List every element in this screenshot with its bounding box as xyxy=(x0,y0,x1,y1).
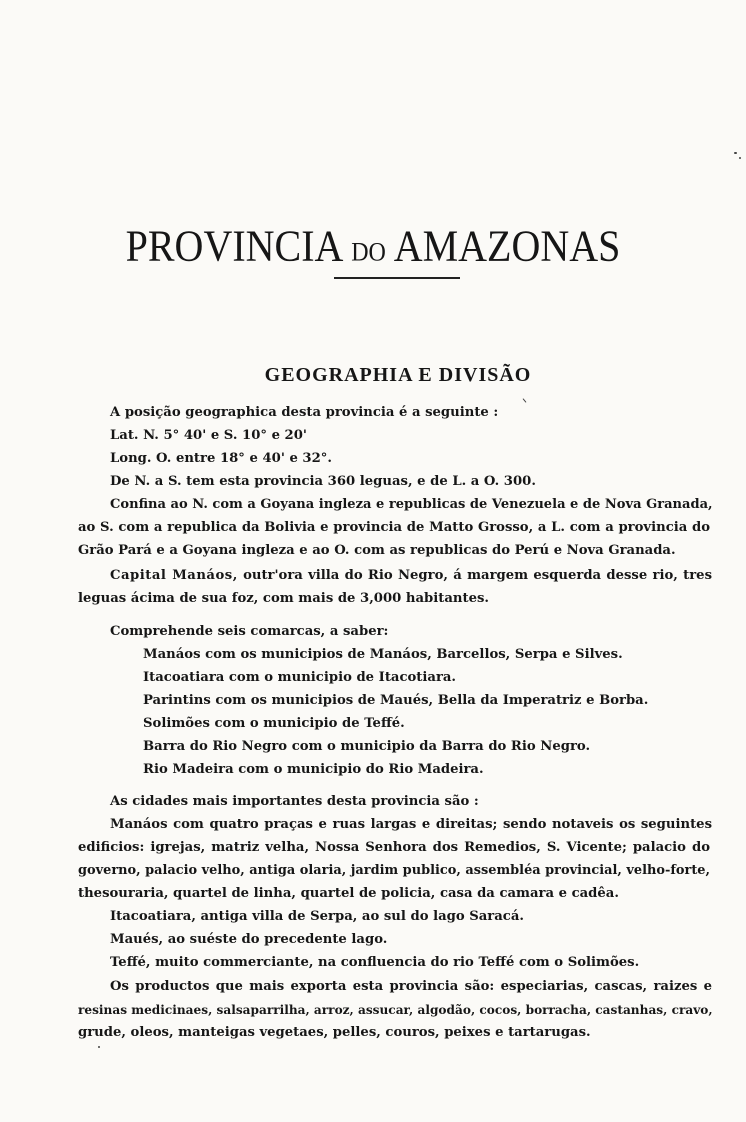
manaos-line-4: thesouraria, quartel de linha, quartel de policia, casa da camara e cadêa. xyxy=(78,886,619,901)
longitude-line: Long. O. entre 18° e 40' e 32°. xyxy=(110,451,332,466)
borders-line-2: ao S. com a republica da Bolivia e provincia de Matto Grosso, a L. com a provincia do xyxy=(78,520,710,535)
scan-speck xyxy=(739,157,741,159)
page-title xyxy=(0,219,746,272)
teffe-line: Teffé, muito commerciante, na confluencia do rio Teffé com o Solimões. xyxy=(110,955,640,970)
comarca-item: Barra do Rio Negro com o municipio da Barra do Rio Negro. xyxy=(143,739,591,754)
title-word-amazonas: AMAZONAS xyxy=(393,220,621,271)
section-heading: GEOGRAPHIA E DIVISÃO xyxy=(264,364,532,386)
borders-line-3: Grão Pará e a Goyana ingleza e ao O. com as republicas do Perú e Nova Granada. xyxy=(78,543,676,558)
title-word-provincia: PROVINCIA xyxy=(125,220,342,271)
latitude-line: Lat. N. 5° 40' e S. 10° e 20' xyxy=(110,428,307,443)
capital-description: outr'ora villa do Rio Negro, á margem esquerda desse rio, tres xyxy=(243,568,712,583)
intro-line: A posição geographica desta provincia é a seguinte : xyxy=(110,405,499,420)
comarca-item: Solimões com o municipio de Teffé. xyxy=(143,716,405,731)
capital-line-1 xyxy=(110,565,712,587)
maues-line: Maués, ao suéste do precedente lago. xyxy=(110,932,388,947)
title-word-do: DO xyxy=(351,238,386,268)
borders-line-1: Confina ao N. com a Goyana ingleza e republicas de Venezuela e de Nova Granada, xyxy=(110,497,713,512)
comarca-item: Rio Madeira com o municipio do Rio Madeira. xyxy=(143,762,484,777)
itacoatiara-line: Itacoatiara, antiga villa de Serpa, ao sul do lago Saracá. xyxy=(110,909,524,924)
manaos-line-3: governo, palacio velho, antiga olaria, jardim publico, assembléa provincial, velho-forte, xyxy=(78,863,710,878)
manaos-line-2: edificios: igrejas, matriz velha, Nossa Senhora dos Remedios, S. Vicente; palacio do xyxy=(78,840,710,855)
manaos-line-1: Manáos com quatro praças e ruas largas e direitas; sendo notaveis os seguintes xyxy=(110,817,712,832)
cidades-intro: As cidades mais importantes desta provincia são : xyxy=(110,794,479,809)
scan-speck xyxy=(523,398,527,402)
comarca-item: Itacoatiara com o municipio de Itacotiara. xyxy=(143,670,457,685)
scan-speck xyxy=(98,1046,100,1048)
capital-line-2: leguas ácima de sua foz, com mais de 3,000 habitantes. xyxy=(78,591,490,606)
comarca-item: Manáos com os municipios de Manáos, Barcellos, Serpa e Silves. xyxy=(143,647,623,662)
comarcas-intro: Comprehende seis comarcas, a saber: xyxy=(110,624,389,639)
scan-speck xyxy=(734,152,737,154)
productos-line-1: Os productos que mais exporta esta provincia são: especiarias, cascas, raizes e xyxy=(110,979,712,994)
title-underline xyxy=(334,277,460,279)
extent-line: De N. a S. tem esta provincia 360 leguas, e de L. a O. 300. xyxy=(110,474,536,489)
capital-label: Capital Manáos, xyxy=(110,568,238,583)
productos-line-2: resinas medicinaes, salsaparrilha, arroz, assucar, algodão, cocos, borracha, castanhas, cravo, xyxy=(78,1003,713,1017)
productos-line-3: grude, oleos, manteigas vegetaes, pelles, couros, peixes e tartarugas. xyxy=(78,1025,591,1040)
comarca-item: Parintins com os municipios de Maués, Bella da Imperatriz e Borba. xyxy=(143,693,649,708)
